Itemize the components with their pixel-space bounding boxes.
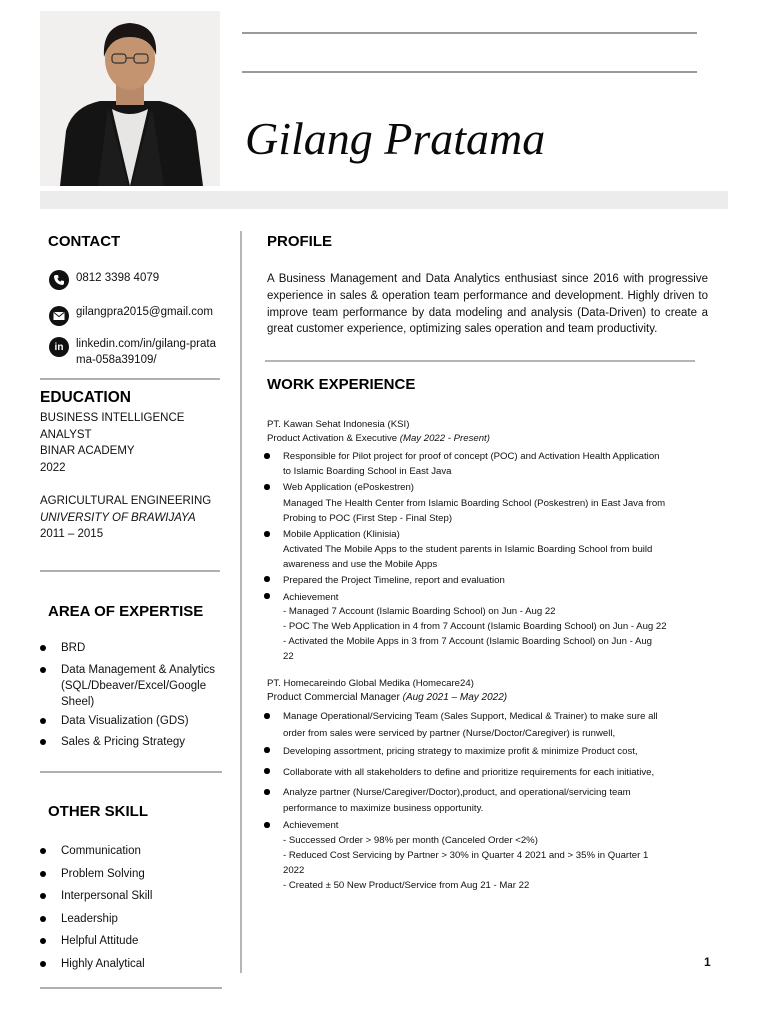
job1-line: Web Application (ePoskestren) bbox=[283, 482, 415, 493]
bullet-icon bbox=[40, 938, 46, 944]
job1-line: - Activated the Mobile Apps in 3 from 7 Account (Islamic Boarding School) on Jun - Aug bbox=[283, 636, 653, 647]
bullet-icon bbox=[40, 645, 46, 651]
other-skill-heading: OTHER SKILL bbox=[48, 803, 148, 820]
job1-line: Managed The Health Center from Islamic Boarding School (Poskestren) in East Java from bbox=[283, 498, 666, 509]
job1-line: Mobile Application (Klinisia) bbox=[283, 529, 400, 540]
job2-line: Developing assortment, pricing strategy to maximize profit & minimize Product cost, bbox=[283, 746, 638, 757]
contact-email-text[interactable]: gilangpra2015@gmail.com bbox=[76, 306, 213, 318]
bullet-icon bbox=[264, 789, 270, 795]
left-rule-1 bbox=[40, 378, 220, 380]
contact-phone-text: 0812 3398 4079 bbox=[76, 272, 160, 284]
contact-phone bbox=[49, 270, 159, 290]
job2-line: Analyze partner (Nurse/Caregiver/Doctor),product, and operational/servicing team bbox=[283, 787, 631, 798]
job1-line: Probing to POC (First Step - Final Step) bbox=[283, 513, 453, 524]
other-skill-list bbox=[40, 843, 152, 972]
contact-heading: CONTACT bbox=[48, 233, 121, 250]
job2-role: Product Commercial Manager (Aug 2021 – May 2022) bbox=[267, 692, 508, 703]
page-number: 1 bbox=[704, 955, 711, 969]
bullet-icon bbox=[264, 531, 270, 537]
list-item: Data Management & Analytics (SQL/Dbeaver/Excel/Google Sheel) bbox=[40, 662, 215, 710]
job2-line: 2022 bbox=[283, 865, 305, 876]
right-rule-1 bbox=[265, 360, 695, 362]
profile-photo bbox=[40, 11, 220, 186]
header-rule-top bbox=[242, 32, 697, 34]
job1-line: - Managed 7 Account (Islamic Boarding School) on Jun - Aug 22 bbox=[283, 606, 556, 617]
job1-line: 22 bbox=[283, 651, 294, 662]
job2-line: Achievement bbox=[283, 820, 339, 831]
work-heading: WORK EXPERIENCE bbox=[267, 376, 416, 393]
job1-line: awareness and use the Mobile Apps bbox=[283, 559, 438, 570]
list-item: BRD bbox=[40, 640, 215, 656]
bullet-icon bbox=[264, 593, 270, 599]
bullet-icon bbox=[40, 718, 46, 724]
list-item: Data Visualization (GDS) bbox=[40, 713, 215, 729]
job2-line: - Created ± 50 New Product/Service from Aug 21 - Mar 22 bbox=[283, 880, 530, 891]
column-divider bbox=[240, 231, 242, 973]
profile-heading: PROFILE bbox=[267, 233, 333, 250]
left-rule-3 bbox=[40, 771, 222, 773]
bullet-icon bbox=[264, 576, 270, 582]
bullet-icon bbox=[40, 871, 46, 877]
job1-company: PT. Kawan Sehat Indonesia (KSI) bbox=[267, 419, 410, 430]
job1-role: Product Activation & Executive (May 2022 - Present) bbox=[267, 433, 490, 444]
bullet-icon bbox=[40, 916, 46, 922]
job2-line: - Reduced Cost Servicing by Partner > 30% in Quarter 4 2021 and > 35% in Quarter 1 bbox=[283, 850, 649, 861]
mail-icon bbox=[49, 306, 69, 326]
list-item: Communication bbox=[40, 843, 152, 859]
header-rule-second bbox=[242, 71, 697, 73]
job1-line: to Islamic Boarding School in East Java bbox=[283, 466, 452, 477]
bullet-icon bbox=[264, 822, 270, 828]
job2-line: order from sales were serviced by partner (Nurse/Doctor/Caregiver) is runwell, bbox=[283, 728, 616, 739]
bullet-icon bbox=[264, 484, 270, 490]
bullet-icon bbox=[40, 961, 46, 967]
bullet-icon bbox=[264, 747, 270, 753]
bullet-icon bbox=[40, 893, 46, 899]
list-item: Highly Analytical bbox=[40, 956, 152, 972]
left-rule-4 bbox=[40, 987, 222, 989]
job1-line: Achievement bbox=[283, 592, 339, 603]
job2-company: PT. Homecareindo Global Medika (Homecare24) bbox=[267, 678, 474, 689]
list-item: Helpful Attitude bbox=[40, 933, 152, 949]
job1-line: Responsible for Pilot project for proof of concept (POC) and Activation Health Application bbox=[283, 451, 660, 462]
list-item: Sales & Pricing Strategy bbox=[40, 734, 215, 750]
education-heading: EDUCATION bbox=[40, 389, 131, 406]
left-rule-2 bbox=[40, 570, 220, 572]
profile-text: A Business Management and Data Analytics enthusiast since 2016 with progressive experience in sales & operation team performance and development. Highly driven to improve team performance by data modeling and analysis (Data-Driven) to create a great customer experience, optimizing sales operation and team productivity. bbox=[267, 273, 708, 336]
education-entry-2: AGRICULTURAL ENGINEERING UNIVERSITY OF BRAWIJAYA 2011 – 2015 bbox=[40, 495, 212, 540]
job1-line: - POC The Web Application in 4 from 7 Account (Islamic Boarding School) on Jun - Aug 22 bbox=[283, 621, 667, 632]
job2-line: - Successed Order > 98% per month (Canceled Order <2%) bbox=[283, 835, 538, 846]
phone-icon bbox=[49, 270, 69, 290]
list-item: Interpersonal Skill bbox=[40, 888, 152, 904]
linkedin-icon: in bbox=[49, 337, 69, 357]
list-item: Leadership bbox=[40, 911, 152, 927]
job2-line: performance to maximize business opportunity. bbox=[283, 803, 484, 814]
expertise-list bbox=[40, 640, 215, 750]
contact-email bbox=[49, 304, 213, 326]
contact-linkedin-text[interactable]: linkedin.com/in/gilang-prata ma-058a39109/ bbox=[76, 338, 216, 366]
bullet-icon bbox=[40, 667, 46, 673]
job2-line: Manage Operational/Servicing Team (Sales Support, Medical & Trainer) to make sure all bbox=[283, 711, 658, 722]
list-item: Problem Solving bbox=[40, 866, 152, 882]
education-entry-1: BUSINESS INTELLIGENCE ANALYST BINAR ACADEMY 2022 bbox=[40, 412, 185, 474]
bullet-icon bbox=[264, 713, 270, 719]
bullet-icon bbox=[40, 848, 46, 854]
contact-linkedin bbox=[49, 336, 216, 368]
header-band bbox=[40, 191, 728, 209]
job1-line: Activated The Mobile Apps to the student parents in Islamic Boarding School from build bbox=[283, 544, 653, 555]
bullet-icon bbox=[264, 453, 270, 459]
job1-line: Prepared the Project Timeline, report and evaluation bbox=[283, 575, 505, 586]
job2-line: Collaborate with all stakeholders to define and prioritize requirements for each initiative, bbox=[283, 767, 655, 778]
candidate-name: Gilang Pratama bbox=[245, 113, 546, 164]
expertise-heading: AREA OF EXPERTISE bbox=[48, 603, 204, 620]
bullet-icon bbox=[40, 739, 46, 745]
bullet-icon bbox=[264, 768, 270, 774]
